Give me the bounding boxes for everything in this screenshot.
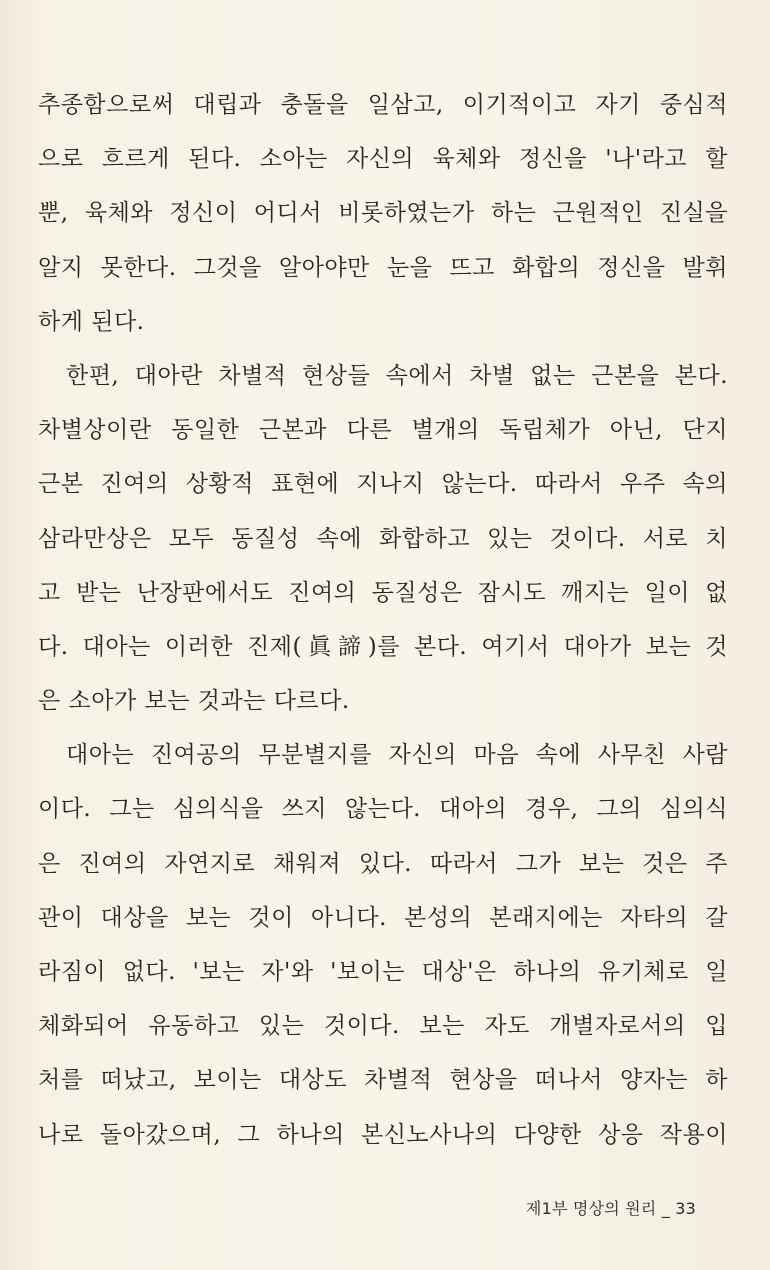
text-line: 체화되어 유동하고 있는 것이다. 보는 자도 개별자로서의 입 <box>38 1013 728 1040</box>
text-line: 이다. 그는 심의식을 쓰지 않는다. 대아의 경우, 그의 심의식 <box>38 796 728 823</box>
text-line: 다. 대아는 이러한 진제(眞諦)를 본다. 여기서 대아가 보는 것 <box>38 633 728 660</box>
text-line: 은 진여의 자연지로 채워져 있다. 따라서 그가 보는 것은 주 <box>38 850 728 877</box>
text-line: 고 받는 난장판에서도 진여의 동질성은 잠시도 깨지는 일이 없 <box>38 579 728 606</box>
page-footer-folio: 제1부 명상의 원리 _ 33 <box>525 1199 696 1218</box>
text-line: 차별상이란 동일한 근본과 다른 별개의 독립체가 아닌, 단지 <box>38 417 728 444</box>
body-text <box>38 78 728 1162</box>
text-line: 한편, 대아란 차별적 현상들 속에서 차별 없는 근본을 본다. <box>66 362 728 389</box>
text-line: 으로 흐르게 된다. 소아는 자신의 육체와 정신을 '나'라고 할 <box>38 146 728 173</box>
text-line: 처를 떠났고, 보이는 대상도 차별적 현상을 떠나서 양자는 하 <box>38 1067 728 1094</box>
text-line: 나로 돌아갔으며, 그 하나의 본신노사나의 다양한 상응 작용이 <box>38 1121 728 1148</box>
text-line: 추종함으로써 대립과 충돌을 일삼고, 이기적이고 자기 중심적 <box>38 92 728 118</box>
text-line: 근본 진여의 상황적 표현에 지나지 않는다. 따라서 우주 속의 <box>38 471 728 498</box>
text-line: 대아는 진여공의 무분별지를 자신의 마음 속에 사무친 사람 <box>66 742 728 769</box>
text-line: 뿐, 육체와 정신이 어디서 비롯하였는가 하는 근원적인 진실을 <box>38 200 728 227</box>
text-line: 라짐이 없다. '보는 자'와 '보이는 대상'은 하나의 유기체로 일 <box>38 959 728 985</box>
text-line: 관이 대상을 보는 것이 아니다. 본성의 본래지에는 자타의 갈 <box>38 904 728 931</box>
text-line: 알지 못한다. 그것을 알아야만 눈을 뜨고 화합의 정신을 발휘 <box>38 254 728 281</box>
text-line: 은 소아가 보는 것과는 다르다. <box>38 688 350 715</box>
text-line: 삼라만상은 모두 동질성 속에 화합하고 있는 것이다. 서로 치 <box>38 525 728 552</box>
text-line: 하게 된다. <box>38 308 145 335</box>
